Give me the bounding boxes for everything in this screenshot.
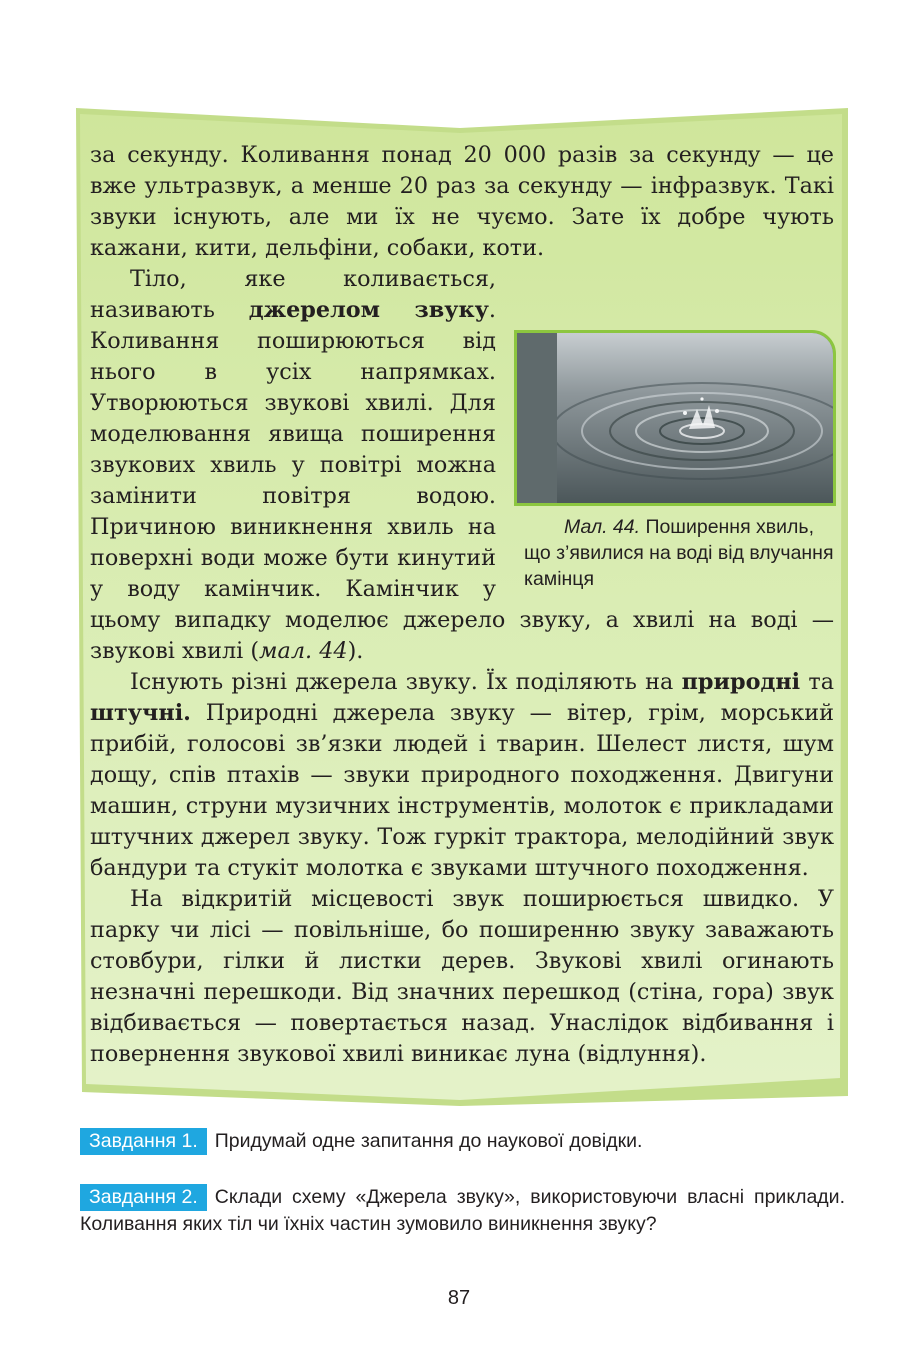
task-1	[80, 1128, 845, 1155]
p2-after: . Коливання поширюються від нього в усіх напрямках. Утворюються звукові хвилі. Для моделювання явища поширення звукових хвиль у повітрі можна замінити повітря водою. Причиною виникнення хвиль на поверхні води може бути кинутий у воду камінчик. Камінчик у цьому випадку моделює джерело звуку, а хвилі на воді — звукові хвилі (	[90, 297, 834, 664]
paragraph-ultrasound: за секунду. Коливання понад 20 000 разів за секунду — це вже ультразвук, а менше 20 раз за секунду — інфразвук. Такі звуки існують, але ми їх не чуємо. Зате їх добре чують кажани, кити, дельфіни, собаки, коти.	[90, 142, 834, 261]
page-number: 87	[447, 1287, 471, 1309]
article-text	[90, 140, 834, 1070]
figure-caption-label: Мал. 44.	[564, 516, 641, 538]
term-sound-source: джерелом звуку	[248, 297, 489, 323]
figure-caption-text: Поширення хвиль, що з’явилися на воді від влучання камінця	[524, 516, 834, 590]
figure-ref: мал. 44	[259, 638, 348, 664]
figure-caption	[524, 514, 834, 592]
water-ripples-photo	[514, 330, 836, 506]
task-2-text: Склади схему «Джерела звуку», використовуючи власні приклади. Коливання яких тіл чи їхніх частин зумовило виникнення звуку?	[80, 1186, 845, 1235]
p2-before: Тіло, яке коливається, називають	[90, 266, 496, 323]
task-1-text: Придумай одне запитання до наукової довідки.	[214, 1130, 643, 1152]
task-2-badge: Завдання 2.	[80, 1184, 207, 1211]
task-1-badge: Завдання 1.	[80, 1128, 207, 1155]
term-artificial: штучні.	[90, 700, 191, 726]
paragraph-echo: На відкритій місцевості звук поширюється швидко. У парку чи лісі — повільніше, бо поширенню звуку заважають стовбури, гілки й листки дерев. Звукові хвилі огинають незначні перешкоди. Від значних перешкод (стіна, гора) звук відбивається — повертається назад. Унаслідок відбивання і повернення звукової хвилі виникає луна (відлуння).	[90, 886, 834, 1067]
p3-t2: та	[800, 669, 834, 695]
p2-end: ).	[347, 638, 364, 664]
paragraph-sound-source	[90, 264, 834, 667]
paragraph-natural-artificial	[90, 667, 834, 884]
p3-t3: Природні джерела звуку — вітер, грім, морський прибій, голосові зв’язки людей і тварин. Шелест листя, шум дощу, спів птахів — звуки природного походження. Двигуни машин, струни музичних інструментів, молоток є прикладами штучних джерел звуку. Тож гуркіт трактора, мелодійний звук бандури та стукіт молотка є звуками штучного походження.	[90, 700, 834, 881]
figure-44	[514, 330, 834, 592]
task-2	[80, 1184, 845, 1238]
p3-t1: Існують різні джерела звуку. Їх поділяють на	[130, 669, 682, 695]
ripples-icon	[557, 333, 836, 503]
term-natural: природні	[681, 669, 801, 695]
